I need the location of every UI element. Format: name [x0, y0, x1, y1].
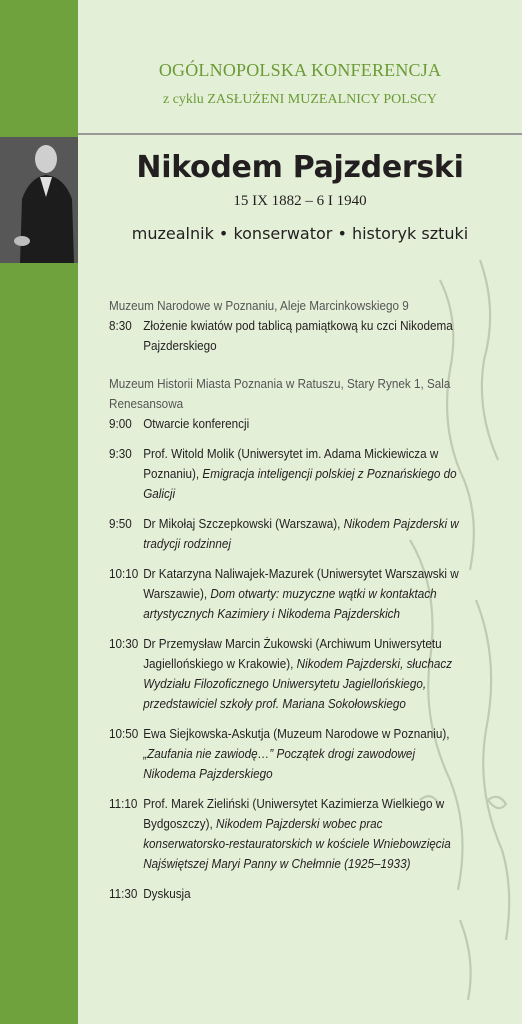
- program-item: [109, 444, 469, 504]
- program-item: [109, 724, 469, 784]
- program-item: [109, 794, 469, 874]
- item-text: Prof. Witold Molik (Uniwersytet im. Adama Mickiewicza w Poznaniu), Emigracja inteligencji polskiej z Poznańskiego do Galicji: [143, 446, 457, 501]
- item-text: Dr Katarzyna Naliwajek-Mazurek (Uniwersytet Warszawski w Warszawie), Dom otwarty: muzyczne wątki w kontaktach artystycznych Kazimiery i Nikodema Pajzderskich: [143, 566, 459, 621]
- series-prefix: z cyklu: [162, 92, 204, 107]
- item-time: 9:00: [109, 416, 132, 431]
- item-time: 10:30: [109, 636, 139, 651]
- person-roles: muzealnik • konserwator • historyk sztuki: [131, 224, 469, 243]
- program-item: [109, 414, 469, 434]
- item-text: Otwarcie konferencji: [143, 416, 250, 431]
- item-time: 9:30: [109, 446, 132, 461]
- item-time: 11:10: [109, 796, 138, 811]
- venue-1: Muzeum Narodowe w Poznaniu, Aleje Marcinkowskiego 9: [109, 298, 409, 313]
- item-text: Dr Przemysław Marcin Żukowski (Archiwum Uniwersytetu Jagiellońskiego w Krakowie), Nikodem Pajzderski, słuchacz Wydziału Filozoficznego Uniwersytetu Jagiellońskiego, przedstawiciel szkoły prof. Mariana Sokołowskiego: [143, 636, 453, 711]
- item-text: Dr Mikołaj Szczepkowski (Warszawa), Nikodem Pajzderski w tradycji rodzinnej: [143, 516, 459, 551]
- item-time: 9:50: [109, 516, 132, 531]
- program-list: [109, 296, 469, 914]
- conference-title: OGÓLNOPOLSKA KONFERENCJA: [158, 60, 442, 80]
- item-text: Dyskusja: [143, 886, 191, 901]
- program-item: [109, 884, 469, 904]
- item-text: Złożenie kwiatów pod tablicą pamiątkową ku czci Nikodema Pajzderskiego: [143, 318, 453, 353]
- item-time: 8:30: [109, 318, 132, 333]
- header-divider: [78, 133, 522, 135]
- program-item: [109, 634, 469, 714]
- life-dates: 15 IX 1882 – 6 I 1940: [233, 193, 367, 209]
- conference-series: [78, 92, 522, 108]
- item-time: 11:30: [109, 886, 138, 901]
- program-item: [109, 316, 469, 356]
- portrait-photo: [0, 137, 78, 263]
- series-name: ZASŁUŻENI MUZEALNICY POLSCY: [207, 92, 438, 107]
- program-item: [109, 514, 469, 554]
- item-text: Ewa Siejkowska-Askutja (Muzeum Narodowe w Poznaniu), „Zaufania nie zawiodę…” Początek drogi zawodowej Nikodema Pajzderskiego: [143, 726, 450, 781]
- person-name: Nikodem Pajzderski: [136, 150, 464, 185]
- item-time: 10:10: [109, 566, 139, 581]
- item-text: Prof. Marek Zieliński (Uniwersytet Kazimierza Wielkiego w Bydgoszczy), Nikodem Pajzderski wobec prac konserwatorsko-restauratorskich w kościele Wniebowzięcia Najświętszej Maryi Panny w Chełmnie (1925–1933): [143, 796, 451, 871]
- venue-2: Muzeum Historii Miasta Poznania w Ratuszu, Stary Rynek 1, Sala Renesansowa: [109, 376, 451, 411]
- program-item: [109, 564, 469, 624]
- item-time: 10:50: [109, 726, 139, 741]
